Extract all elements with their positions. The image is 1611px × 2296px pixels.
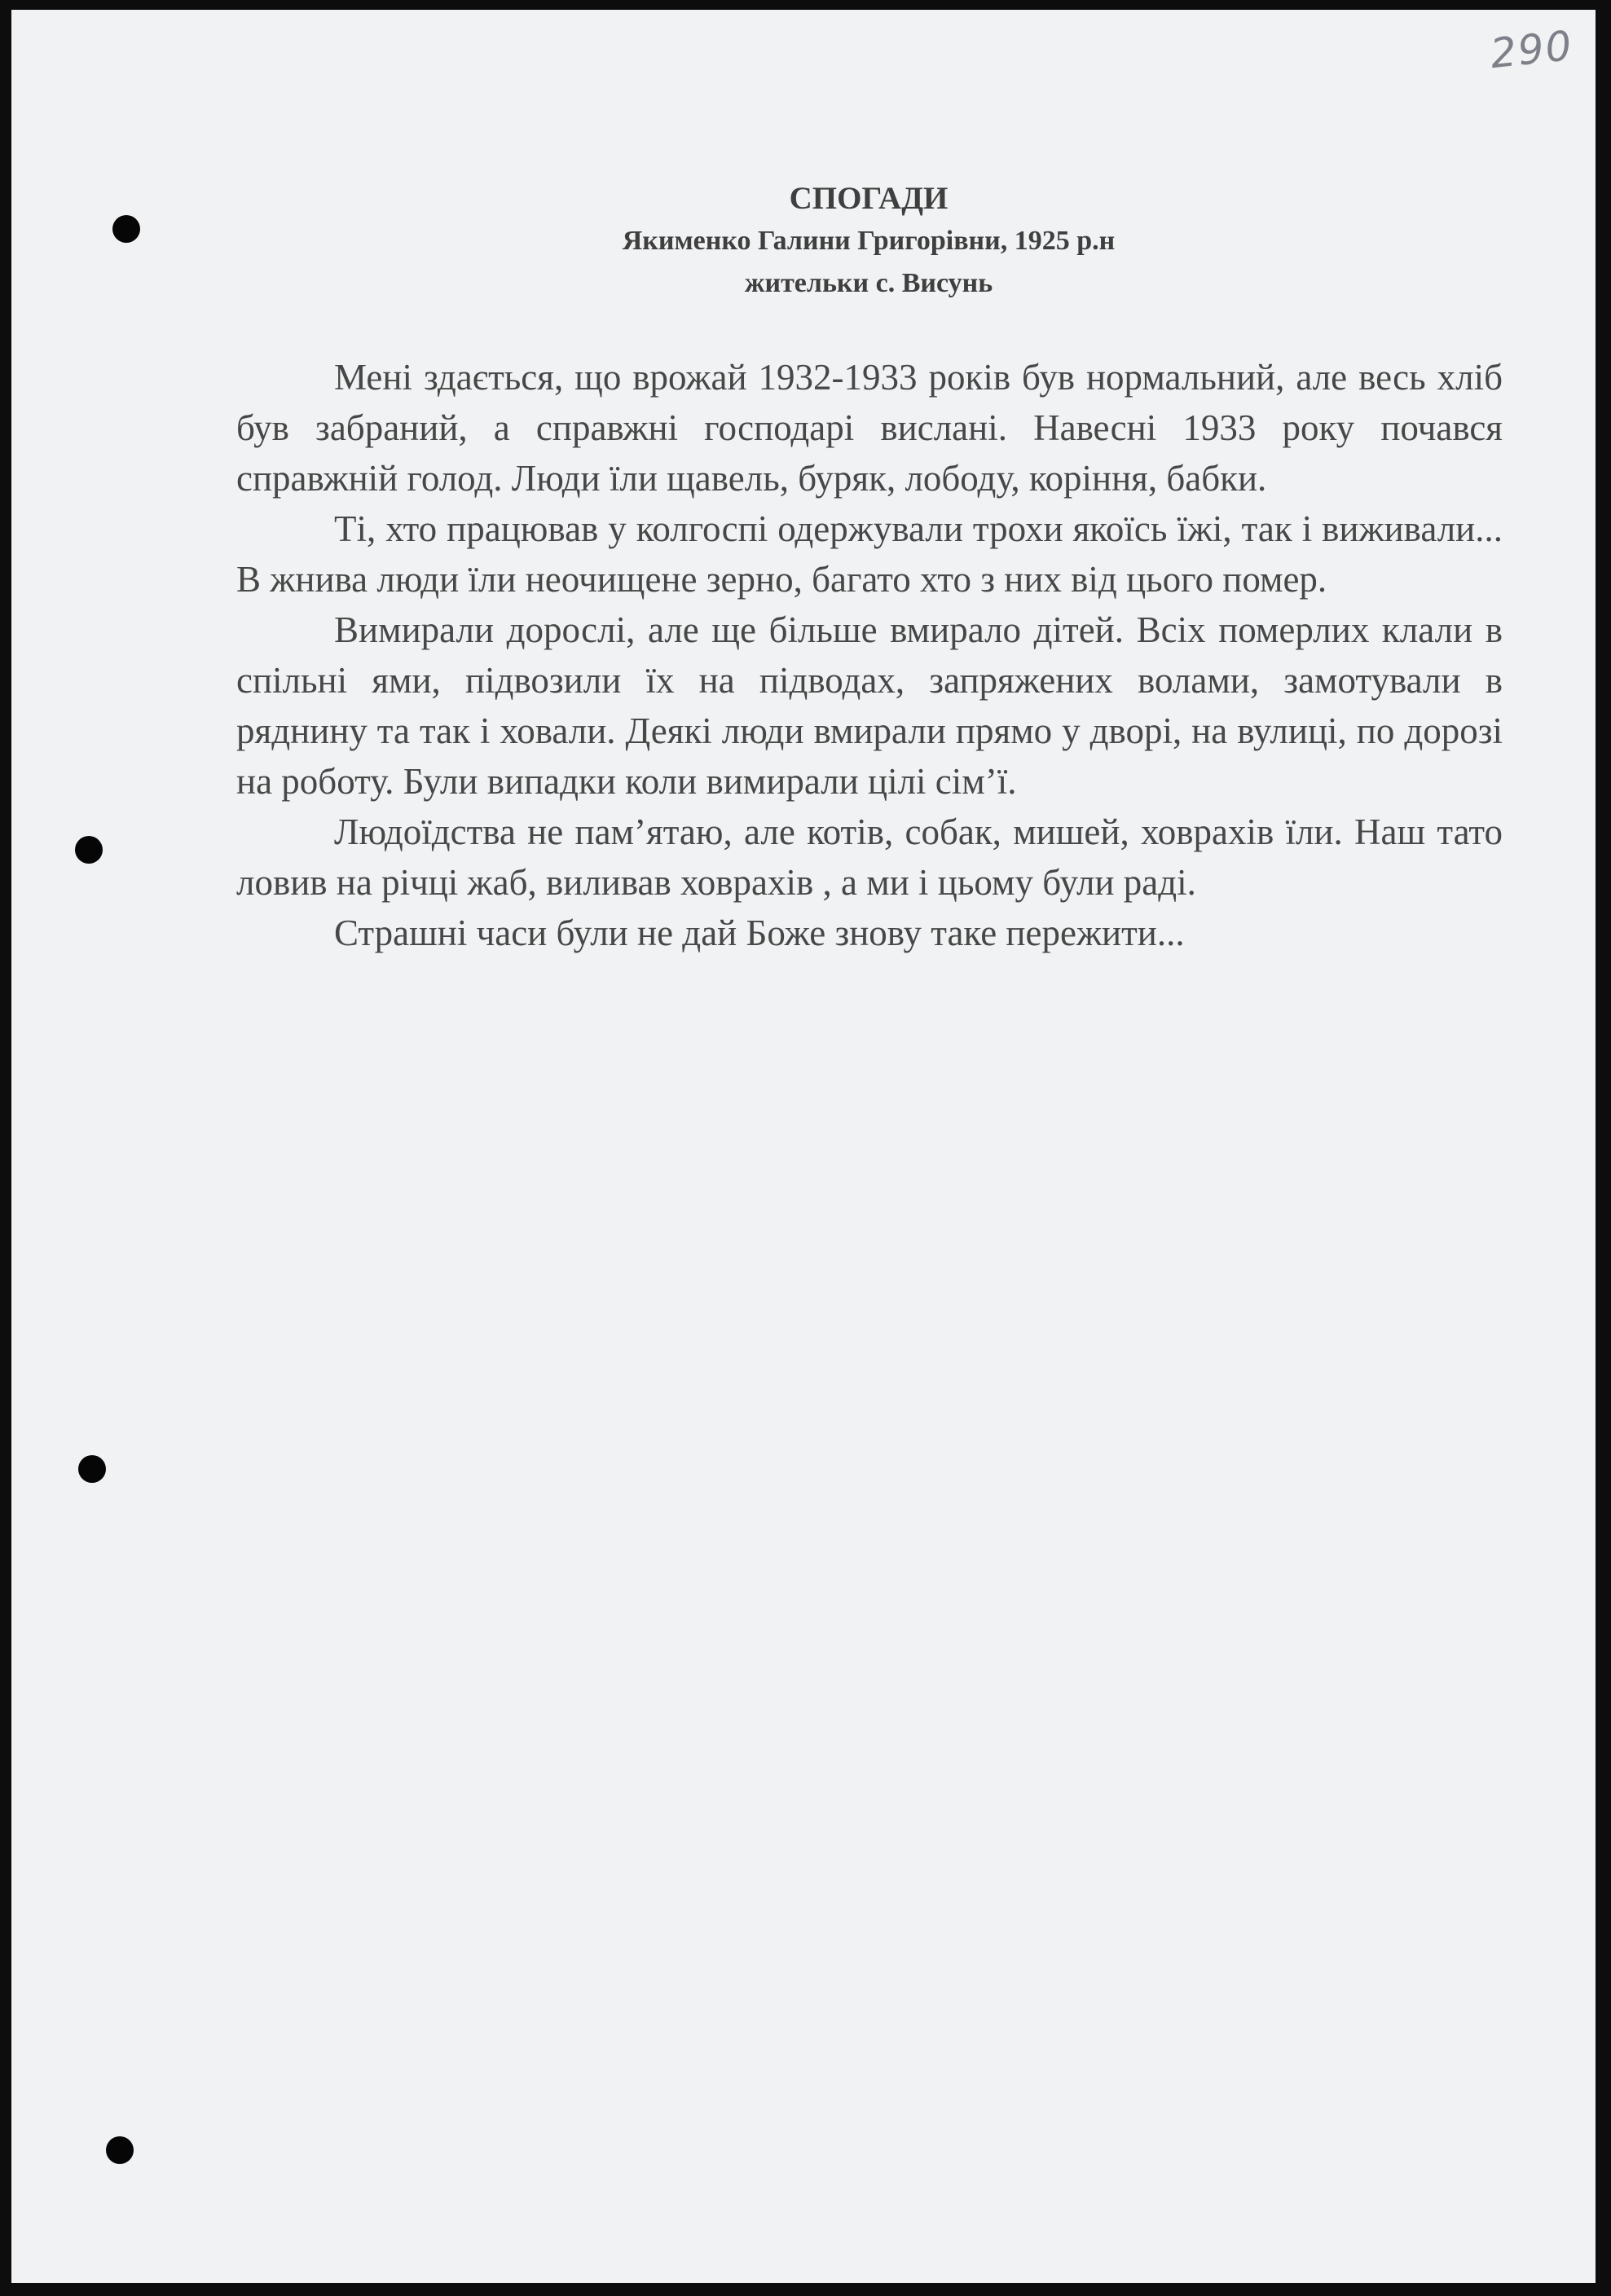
author-name-line: Якименко Галини Григорівни, 1925 р.н: [622, 226, 1116, 256]
punch-hole-4: [106, 2136, 134, 2164]
document-page: [11, 10, 1596, 2283]
paragraph: Страшні часи були не дай Боже знову таке пережити...: [334, 913, 1185, 953]
paragraph: Вимирали дорослі, але ще більше вмирало дітей. Всіх померлих клали в спільні ями, підвозили їх на підводах, запряжених волами, замотували в ряднину та так і ховали. Деякі люди вмирали прямо у дворі, на вулиці, по дорозі на роботу. Були випадки коли вимирали цілі сім’ї.: [236, 609, 1503, 802]
paragraph: Ті, хто працював у колгоспі одержували трохи якоїсь їжі, так і виживали... В жнива люди їли неочищене зерно, багато хто з них від цього помер.: [236, 508, 1503, 600]
punch-hole-3: [78, 1455, 106, 1483]
document-title: СПОГАДИ: [789, 181, 949, 216]
paragraph: Мені здається, що врожай 1932-1933 років був нормальний, але весь хліб був забраний, а справжні господарі вислані. Навесні 1933 року почався справжній голод. Люди їли щавель, буряк, лободу, коріння, бабки.: [236, 357, 1503, 499]
punch-hole-2: [75, 836, 103, 864]
handwritten-page-number: 290: [1487, 21, 1575, 78]
paragraph: Людоїдства не пам’ятаю, але котів, собак, мишей, ховрахів їли. Наш тато ловив на річці жаб, виливав ховрахів , а ми і цьому були раді.: [236, 812, 1503, 903]
document-header: [11, 178, 1596, 305]
memoir-body: [236, 352, 1503, 958]
author-residence-line: жительки с. Висунь: [744, 268, 993, 298]
